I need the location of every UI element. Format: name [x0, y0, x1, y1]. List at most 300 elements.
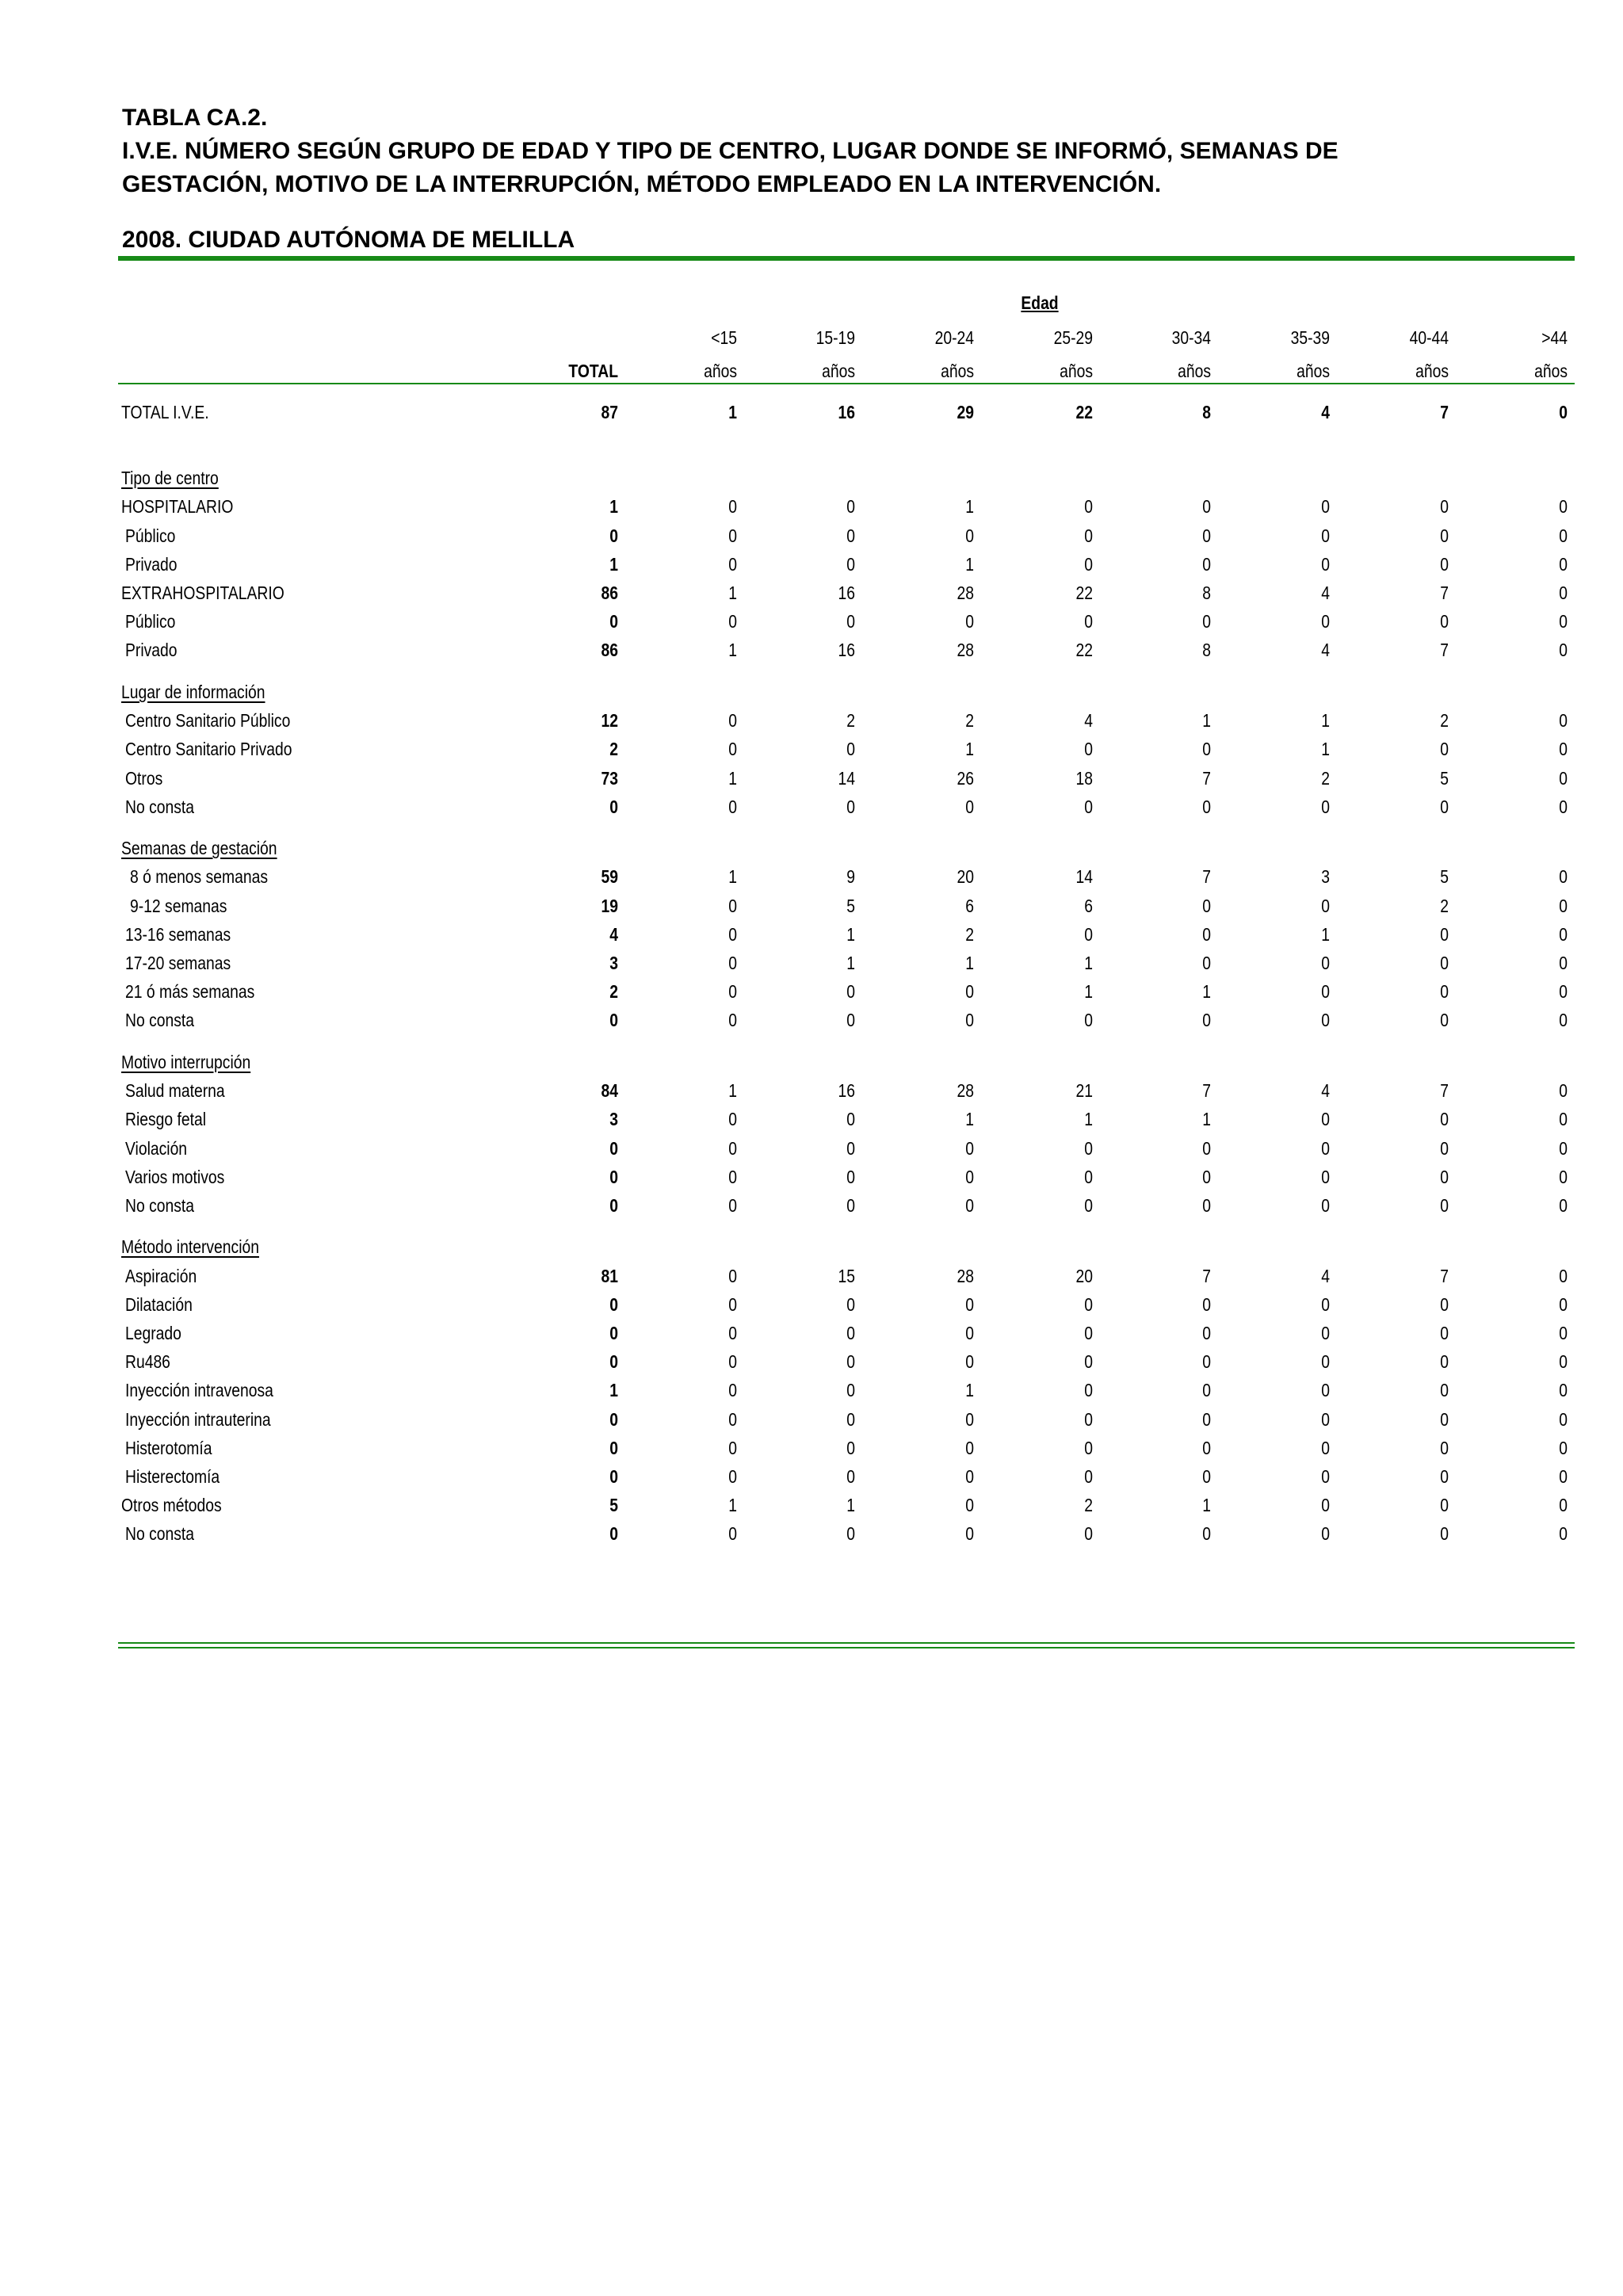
row-label: Violación [125, 1137, 188, 1159]
column-header-age-range: >44 [1541, 327, 1568, 348]
table-cell: 0 [728, 1010, 737, 1031]
row-label: No consta [125, 1010, 194, 1031]
row-label: TOTAL I.V.E. [121, 402, 209, 422]
table-cell: 1 [728, 767, 737, 789]
table-cell: 1 [1084, 1109, 1093, 1130]
table-cell: 0 [1559, 1080, 1568, 1102]
table-cell: 1 [1084, 981, 1093, 1003]
row-label: Dilatación [125, 1293, 193, 1315]
table-cell: 1 [728, 1495, 737, 1516]
table-cell: 0 [1202, 923, 1211, 945]
row-label: Legrado [125, 1323, 181, 1344]
column-header-age-range: 35-39 [1290, 327, 1330, 348]
table-cell: 29 [957, 402, 974, 422]
table-cell: 0 [1202, 1194, 1211, 1216]
table-cell: 0 [965, 1437, 974, 1458]
table-cell: 20 [957, 866, 974, 888]
table-cell: 0 [1084, 1166, 1093, 1187]
row-label: Ru486 [125, 1351, 170, 1373]
table-cell: 0 [728, 1466, 737, 1488]
table-cell: 2 [1084, 1495, 1093, 1516]
bottom-rule-2 [118, 1647, 1575, 1648]
table-cell: 0 [1559, 1495, 1568, 1516]
table-id: TABLA CA.2. [122, 105, 268, 131]
table-cell: 2 [965, 710, 974, 732]
table-cell: 6 [965, 895, 974, 916]
table-cell-total: 1 [609, 1380, 618, 1401]
table-cell: 0 [1084, 923, 1093, 945]
column-header-age-range: 30-34 [1171, 327, 1211, 348]
table-cell: 7 [1440, 402, 1449, 422]
table-cell: 16 [838, 1080, 855, 1102]
table-cell-total: 3 [609, 953, 618, 974]
table-cell: 0 [965, 1137, 974, 1159]
section-heading: Método intervención [121, 1236, 259, 1258]
table-cell: 0 [1202, 1166, 1211, 1187]
table-cell-total: 19 [601, 895, 618, 916]
table-cell: 0 [1321, 553, 1330, 575]
section-heading: Lugar de información [121, 681, 265, 702]
table-cell: 0 [1202, 1010, 1211, 1031]
table-cell: 0 [1321, 1293, 1330, 1315]
table-cell: 0 [1559, 640, 1568, 661]
table-cell-total: 0 [609, 1293, 618, 1315]
table-cell: 0 [1084, 1010, 1093, 1031]
table-cell: 0 [1202, 1293, 1211, 1315]
table-cell: 0 [1559, 1265, 1568, 1286]
table-cell: 0 [728, 1523, 737, 1545]
table-cell: 18 [1075, 767, 1093, 789]
table-cell: 0 [728, 1137, 737, 1159]
table-cell-total: 1 [609, 496, 618, 518]
table-cell: 0 [846, 1109, 855, 1130]
table-cell: 0 [1559, 1109, 1568, 1130]
table-cell: 1 [965, 739, 974, 760]
table-cell: 0 [1559, 402, 1568, 422]
table-cell: 0 [846, 496, 855, 518]
table-cell: 0 [1440, 953, 1449, 974]
table-cell: 28 [957, 583, 974, 604]
table-cell: 0 [965, 1466, 974, 1488]
table-cell: 3 [1321, 866, 1330, 888]
table-cell: 0 [846, 1380, 855, 1401]
table-cell: 0 [1440, 1323, 1449, 1344]
table-cell: 0 [728, 496, 737, 518]
table-cell: 0 [1321, 1380, 1330, 1401]
table-cell: 0 [1440, 1010, 1449, 1031]
row-label: HOSPITALARIO [121, 496, 234, 518]
table-cell: 0 [1559, 1137, 1568, 1159]
table-cell: 0 [1321, 1010, 1330, 1031]
table-cell: 0 [965, 1323, 974, 1344]
table-subtitle: 2008. CIUDAD AUTÓNOMA DE MELILLA [122, 227, 575, 253]
table-cell: 0 [965, 1351, 974, 1373]
section-heading: Tipo de centro [121, 468, 219, 489]
row-label: Histerotomía [125, 1437, 212, 1458]
table-cell: 0 [728, 525, 737, 546]
table-cell: 0 [1084, 1351, 1093, 1373]
table-cell: 0 [728, 1380, 737, 1401]
table-cell: 21 [1075, 1080, 1093, 1102]
table-cell: 1 [965, 1109, 974, 1130]
table-cell-total: 87 [601, 402, 618, 422]
table-cell: 16 [838, 402, 855, 422]
table-cell-total: 0 [609, 1466, 618, 1488]
table-cell: 0 [1321, 496, 1330, 518]
column-header-age-range: 15-19 [815, 327, 855, 348]
table-cell: 0 [728, 1437, 737, 1458]
section-heading: Motivo interrupción [121, 1051, 251, 1072]
table-cell: 7 [1440, 1265, 1449, 1286]
table-cell: 0 [1440, 496, 1449, 518]
row-label: 13-16 semanas [125, 923, 231, 945]
row-label: Público [125, 525, 176, 546]
table-cell-total: 84 [601, 1080, 618, 1102]
table-cell: 0 [846, 1010, 855, 1031]
table-cell: 0 [965, 1166, 974, 1187]
table-cell: 0 [1321, 1323, 1330, 1344]
table-cell: 9 [846, 866, 855, 888]
table-cell: 0 [1440, 1109, 1449, 1130]
table-cell: 28 [957, 1265, 974, 1286]
table-cell: 5 [1440, 767, 1449, 789]
table-cell: 0 [1202, 1408, 1211, 1430]
table-cell: 0 [1559, 611, 1568, 632]
table-cell: 0 [846, 553, 855, 575]
table-cell: 0 [1559, 796, 1568, 817]
table-cell: 0 [965, 1495, 974, 1516]
table-cell: 1 [1084, 953, 1093, 974]
table-cell-total: 0 [609, 1194, 618, 1216]
table-cell-total: 86 [601, 640, 618, 661]
table-cell: 0 [965, 981, 974, 1003]
table-cell: 1 [965, 1380, 974, 1401]
table-cell-total: 2 [609, 739, 618, 760]
table-cell: 0 [846, 796, 855, 817]
table-cell: 0 [1440, 1380, 1449, 1401]
table-cell: 0 [1559, 1437, 1568, 1458]
table-cell: 4 [1084, 710, 1093, 732]
table-cell: 2 [1321, 767, 1330, 789]
table-cell: 4 [1321, 1265, 1330, 1286]
row-label: Otros métodos [121, 1495, 222, 1516]
column-header-age-range: 40-44 [1409, 327, 1449, 348]
table-cell: 0 [1202, 1323, 1211, 1344]
table-cell: 4 [1321, 1080, 1330, 1102]
table-title-line-1: I.V.E. NÚMERO SEGÚN GRUPO DE EDAD Y TIPO DE CENTRO, LUGAR DONDE SE INFORMÓ, SEMANAS DE [122, 138, 1338, 164]
column-header-age-range: 20-24 [934, 327, 974, 348]
table-cell: 1 [1321, 923, 1330, 945]
table-cell: 0 [846, 1466, 855, 1488]
table-cell: 0 [1202, 553, 1211, 575]
table-cell: 1 [846, 923, 855, 945]
table-cell-total: 0 [609, 611, 618, 632]
row-label: Salud materna [125, 1080, 225, 1102]
table-cell-total: 5 [609, 1495, 618, 1516]
table-cell: 0 [1084, 553, 1093, 575]
table-cell: 1 [728, 640, 737, 661]
row-label: EXTRAHOSPITALARIO [121, 583, 285, 604]
table-cell-total: 0 [609, 1437, 618, 1458]
table-cell: 0 [965, 1523, 974, 1545]
table-cell: 0 [1321, 525, 1330, 546]
table-cell: 0 [1559, 525, 1568, 546]
bottom-rule-1 [118, 1642, 1575, 1644]
table-cell: 0 [1440, 923, 1449, 945]
table-cell: 8 [1202, 402, 1211, 422]
table-cell: 0 [1321, 611, 1330, 632]
table-cell: 26 [957, 767, 974, 789]
table-cell: 7 [1202, 1265, 1211, 1286]
table-cell: 0 [846, 525, 855, 546]
table-cell: 0 [1440, 1523, 1449, 1545]
table-cell: 0 [1559, 1323, 1568, 1344]
table-cell: 0 [846, 1194, 855, 1216]
table-cell: 0 [846, 739, 855, 760]
table-cell: 1 [965, 553, 974, 575]
table-cell: 0 [1440, 611, 1449, 632]
row-label: Histerectomía [125, 1466, 220, 1488]
table-cell: 0 [965, 1010, 974, 1031]
table-cell-total: 0 [609, 525, 618, 546]
table-cell: 0 [1084, 1523, 1093, 1545]
table-cell: 0 [1202, 895, 1211, 916]
table-cell: 1 [728, 402, 737, 422]
table-cell: 1 [1321, 710, 1330, 732]
table-cell: 0 [728, 1408, 737, 1430]
table-cell: 0 [728, 1194, 737, 1216]
table-cell: 0 [728, 553, 737, 575]
table-cell: 0 [1321, 1351, 1330, 1373]
table-cell-total: 2 [609, 981, 618, 1003]
table-cell: 0 [965, 525, 974, 546]
table-cell: 0 [1440, 981, 1449, 1003]
table-cell: 1 [1202, 710, 1211, 732]
column-header-unit: años [1296, 361, 1330, 381]
table-cell: 0 [1559, 1408, 1568, 1430]
table-cell: 2 [965, 923, 974, 945]
row-label: No consta [125, 1194, 194, 1216]
table-cell: 0 [965, 1293, 974, 1315]
table-cell: 4 [1321, 402, 1330, 422]
table-cell: 0 [1084, 525, 1093, 546]
row-label: 8 ó menos semanas [130, 866, 268, 888]
table-cell: 2 [1440, 895, 1449, 916]
table-cell: 0 [1440, 525, 1449, 546]
table-cell: 0 [965, 1194, 974, 1216]
table-cell: 0 [1559, 866, 1568, 888]
table-cell: 0 [1321, 895, 1330, 916]
table-cell: 0 [1440, 739, 1449, 760]
table-cell-total: 12 [601, 710, 618, 732]
table-cell: 0 [965, 796, 974, 817]
table-cell: 0 [846, 1408, 855, 1430]
table-cell: 0 [846, 1137, 855, 1159]
table-cell: 16 [838, 583, 855, 604]
table-cell: 0 [1202, 1523, 1211, 1545]
table-cell: 15 [838, 1265, 855, 1286]
table-cell: 0 [1202, 1137, 1211, 1159]
table-cell: 0 [1440, 1137, 1449, 1159]
table-cell: 0 [1559, 583, 1568, 604]
table-cell: 0 [1321, 981, 1330, 1003]
table-cell: 7 [1440, 640, 1449, 661]
table-cell: 0 [1202, 496, 1211, 518]
table-cell: 1 [846, 953, 855, 974]
table-cell: 0 [728, 1109, 737, 1130]
table-cell: 2 [846, 710, 855, 732]
table-cell: 0 [1559, 553, 1568, 575]
table-cell: 0 [1084, 1323, 1093, 1344]
table-cell: 1 [1202, 1109, 1211, 1130]
table-cell: 0 [1440, 1437, 1449, 1458]
table-cell: 0 [1559, 1166, 1568, 1187]
table-cell: 7 [1440, 1080, 1449, 1102]
table-cell: 0 [1202, 1351, 1211, 1373]
table-cell: 0 [846, 981, 855, 1003]
table-cell: 0 [728, 923, 737, 945]
table-cell: 4 [1321, 640, 1330, 661]
table-cell: 1 [1321, 739, 1330, 760]
table-cell: 0 [1559, 710, 1568, 732]
table-cell: 0 [846, 611, 855, 632]
table-cell: 0 [1559, 1523, 1568, 1545]
table-cell: 0 [1559, 1293, 1568, 1315]
table-cell: 0 [728, 1293, 737, 1315]
table-cell: 0 [1084, 1437, 1093, 1458]
table-cell: 0 [1559, 923, 1568, 945]
table-cell-total: 4 [609, 923, 618, 945]
table-cell: 8 [1202, 640, 1211, 661]
table-cell: 0 [728, 981, 737, 1003]
table-cell: 0 [1559, 953, 1568, 974]
table-cell: 1 [1202, 1495, 1211, 1516]
row-label: 21 ó más semanas [125, 981, 255, 1003]
table-cell: 1 [728, 866, 737, 888]
table-cell: 4 [1321, 583, 1330, 604]
table-cell: 0 [846, 1293, 855, 1315]
column-header-total: TOTAL [568, 361, 618, 381]
table-cell: 0 [846, 1351, 855, 1373]
table-cell: 0 [1559, 895, 1568, 916]
table-cell: 0 [1559, 1380, 1568, 1401]
table-cell: 0 [1084, 1137, 1093, 1159]
row-label: Privado [125, 640, 178, 661]
table-cell-total: 1 [609, 553, 618, 575]
column-header-age-range: <15 [711, 327, 737, 348]
column-header-unit: años [1415, 361, 1449, 381]
table-cell: 0 [1321, 1137, 1330, 1159]
table-cell: 0 [1440, 1351, 1449, 1373]
table-cell: 0 [1202, 1380, 1211, 1401]
table-cell: 0 [1440, 1408, 1449, 1430]
table-cell: 0 [1321, 1109, 1330, 1130]
table-cell: 0 [1084, 1466, 1093, 1488]
table-cell: 0 [846, 1523, 855, 1545]
row-label: 17-20 semanas [125, 953, 231, 974]
table-cell: 0 [1559, 496, 1568, 518]
table-cell: 0 [1084, 611, 1093, 632]
row-label: Centro Sanitario Público [125, 710, 291, 732]
table-cell-total: 0 [609, 796, 618, 817]
table-cell: 0 [1202, 953, 1211, 974]
table-cell: 0 [728, 796, 737, 817]
table-cell: 0 [1084, 1194, 1093, 1216]
table-cell-total: 59 [601, 866, 618, 888]
table-cell: 7 [1202, 1080, 1211, 1102]
table-cell: 0 [1559, 1010, 1568, 1031]
table-cell: 0 [1440, 1495, 1449, 1516]
table-cell: 0 [1321, 1523, 1330, 1545]
row-label: Privado [125, 553, 178, 575]
row-label: Aspiración [125, 1265, 197, 1286]
table-cell: 0 [728, 1265, 737, 1286]
table-cell: 0 [1321, 1437, 1330, 1458]
table-cell: 8 [1202, 583, 1211, 604]
table-cell: 0 [728, 1351, 737, 1373]
table-cell: 0 [1559, 1466, 1568, 1488]
table-cell: 0 [1440, 1194, 1449, 1216]
table-cell: 6 [1084, 895, 1093, 916]
row-label: Inyección intravenosa [125, 1380, 273, 1401]
column-header-unit: años [1178, 361, 1211, 381]
table-cell: 0 [728, 611, 737, 632]
table-cell: 0 [1321, 953, 1330, 974]
table-cell: 14 [1075, 866, 1093, 888]
column-header-age-range: 25-29 [1053, 327, 1093, 348]
table-cell: 0 [1559, 739, 1568, 760]
table-cell-total: 0 [609, 1408, 618, 1430]
table-cell: 22 [1075, 640, 1093, 661]
table-cell: 20 [1075, 1265, 1093, 1286]
table-cell-total: 0 [609, 1351, 618, 1373]
table-cell: 1 [728, 1080, 737, 1102]
table-cell: 0 [1202, 1437, 1211, 1458]
table-cell: 0 [1321, 796, 1330, 817]
column-header-unit: años [1060, 361, 1093, 381]
table-cell: 0 [1202, 739, 1211, 760]
table-cell-total: 0 [609, 1323, 618, 1344]
table-cell: 2 [1440, 710, 1449, 732]
table-cell: 28 [957, 1080, 974, 1102]
table-cell: 1 [846, 1495, 855, 1516]
table-cell: 0 [1202, 525, 1211, 546]
table-cell: 0 [728, 953, 737, 974]
table-cell-total: 0 [609, 1523, 618, 1545]
table-cell: 0 [1321, 1194, 1330, 1216]
table-cell: 1 [965, 496, 974, 518]
table-cell: 0 [1084, 796, 1093, 817]
row-label: Centro Sanitario Privado [125, 739, 292, 760]
table-cell: 0 [1321, 1166, 1330, 1187]
section-heading: Semanas de gestación [121, 838, 277, 859]
column-header-unit: años [822, 361, 855, 381]
column-header-unit: años [1534, 361, 1568, 381]
table-cell: 0 [728, 739, 737, 760]
table-cell: 22 [1075, 583, 1093, 604]
table-cell: 0 [728, 1166, 737, 1187]
table-cell: 0 [1084, 1293, 1093, 1315]
table-cell: 0 [1559, 1351, 1568, 1373]
header-rule [118, 383, 1575, 384]
table-cell-total: 73 [601, 767, 618, 789]
table-cell: 7 [1202, 767, 1211, 789]
table-cell: 28 [957, 640, 974, 661]
table-cell: 0 [846, 1437, 855, 1458]
table-cell: 0 [965, 611, 974, 632]
table-cell: 0 [846, 1166, 855, 1187]
table-cell: 0 [1084, 1380, 1093, 1401]
